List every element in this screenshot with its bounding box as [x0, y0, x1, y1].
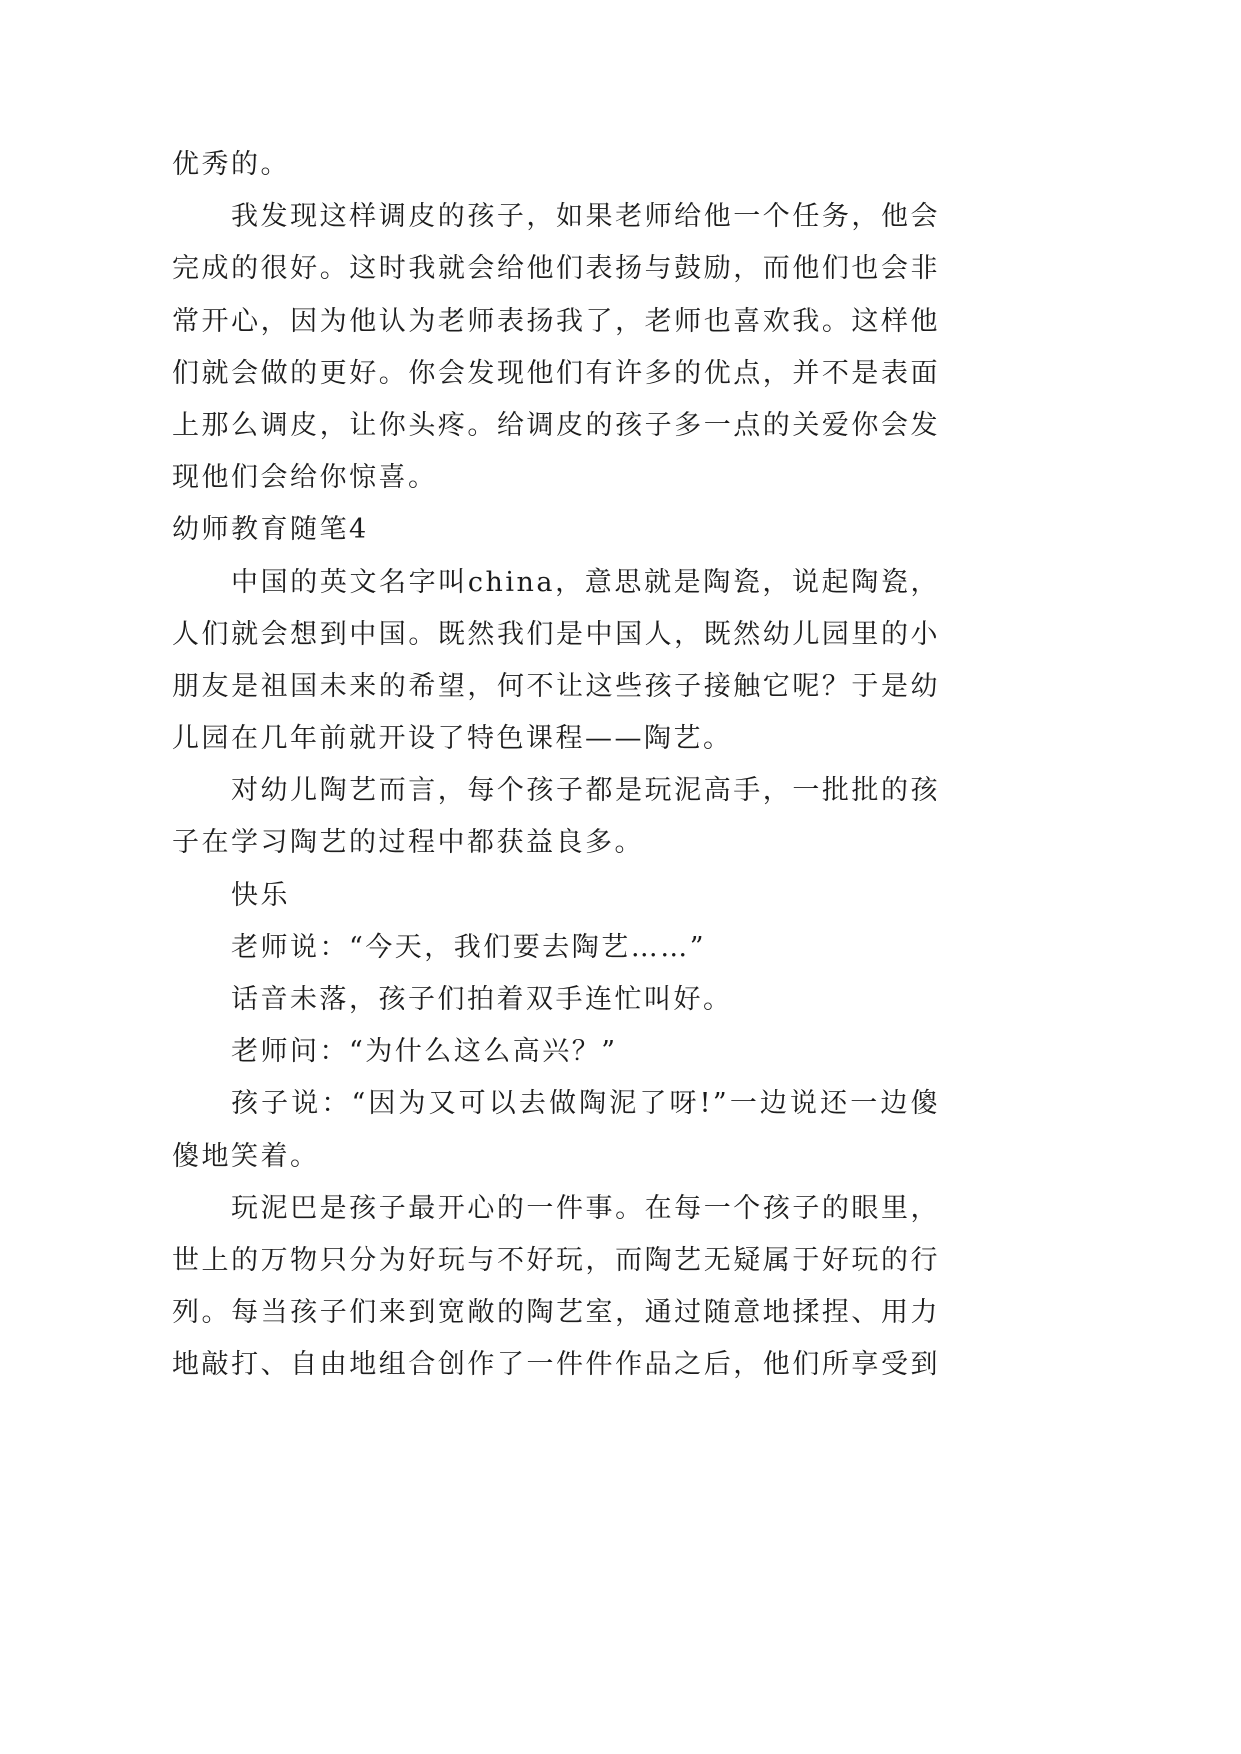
text-line: 优秀的。 [172, 149, 290, 180]
text-line: 们就会做的更好。你会发现他们有许多的优点，并不是表面 [172, 357, 940, 389]
text-line: 快乐 [231, 879, 290, 911]
text-line: 儿园在几年前就开设了特色课程——陶艺。 [172, 723, 733, 755]
paragraph [172, 974, 940, 1026]
text-line: 对幼儿陶艺而言，每个孩子都是玩泥高手，一批批的孩 [231, 775, 940, 807]
paragraph [172, 1078, 940, 1182]
text-line: 子在学习陶艺的过程中都获益良多。 [172, 827, 644, 859]
text-line: 我发现这样调皮的孩子，如果老师给他一个任务，他会 [231, 201, 940, 233]
paragraph [172, 557, 940, 766]
text-line: 老师说：“今天，我们要去陶艺……” [231, 931, 707, 963]
text-line: 地敲打、自由地组合创作了一件件作品之后，他们所享受到 [172, 1349, 940, 1381]
paragraph [172, 1026, 940, 1078]
text-line: 老师问：“为什么这么高兴？” [231, 1036, 618, 1068]
document-body [172, 139, 940, 1392]
text-line: 玩泥巴是孩子最开心的一件事。在每一个孩子的眼里， [231, 1192, 940, 1224]
paragraph [172, 1183, 940, 1392]
section-heading-text: 幼师教育随笔4 [172, 514, 369, 546]
paragraph [172, 870, 940, 922]
paragraph-continued [172, 139, 940, 191]
paragraph [172, 922, 940, 974]
text-line: 孩子说：“因为又可以去做陶泥了呀!”一边说还一边傻 [231, 1088, 940, 1120]
text-line: 上那么调皮，让你头疼。给调皮的孩子多一点的关爱你会发 [172, 409, 940, 441]
text-line: 话音未落，孩子们拍着双手连忙叫好。 [231, 984, 733, 1015]
text-line: 朋友是祖国未来的希望，何不让这些孩子接触它呢？于是幼 [172, 670, 940, 702]
text-line: 完成的很好。这时我就会给他们表扬与鼓励，而他们也会非 [172, 253, 940, 285]
section-heading [172, 504, 940, 556]
paragraph [172, 191, 940, 504]
text-line: 人们就会想到中国。既然我们是中国人，既然幼儿园里的小 [172, 618, 940, 650]
paragraph [172, 765, 940, 869]
text-line: 现他们会给你惊喜。 [172, 462, 438, 494]
text-line: 常开心，因为他认为老师表扬我了，老师也喜欢我。这样他 [172, 305, 940, 337]
text-line: 列。每当孩子们来到宽敞的陶艺室，通过随意地揉捏、用力 [172, 1297, 940, 1329]
text-line: 傻地笑着。 [172, 1140, 320, 1172]
text-line: 中国的英文名字叫china，意思就是陶瓷，说起陶瓷， [231, 566, 940, 598]
text-line: 世上的万物只分为好玩与不好玩，而陶艺无疑属于好玩的行 [172, 1244, 940, 1276]
